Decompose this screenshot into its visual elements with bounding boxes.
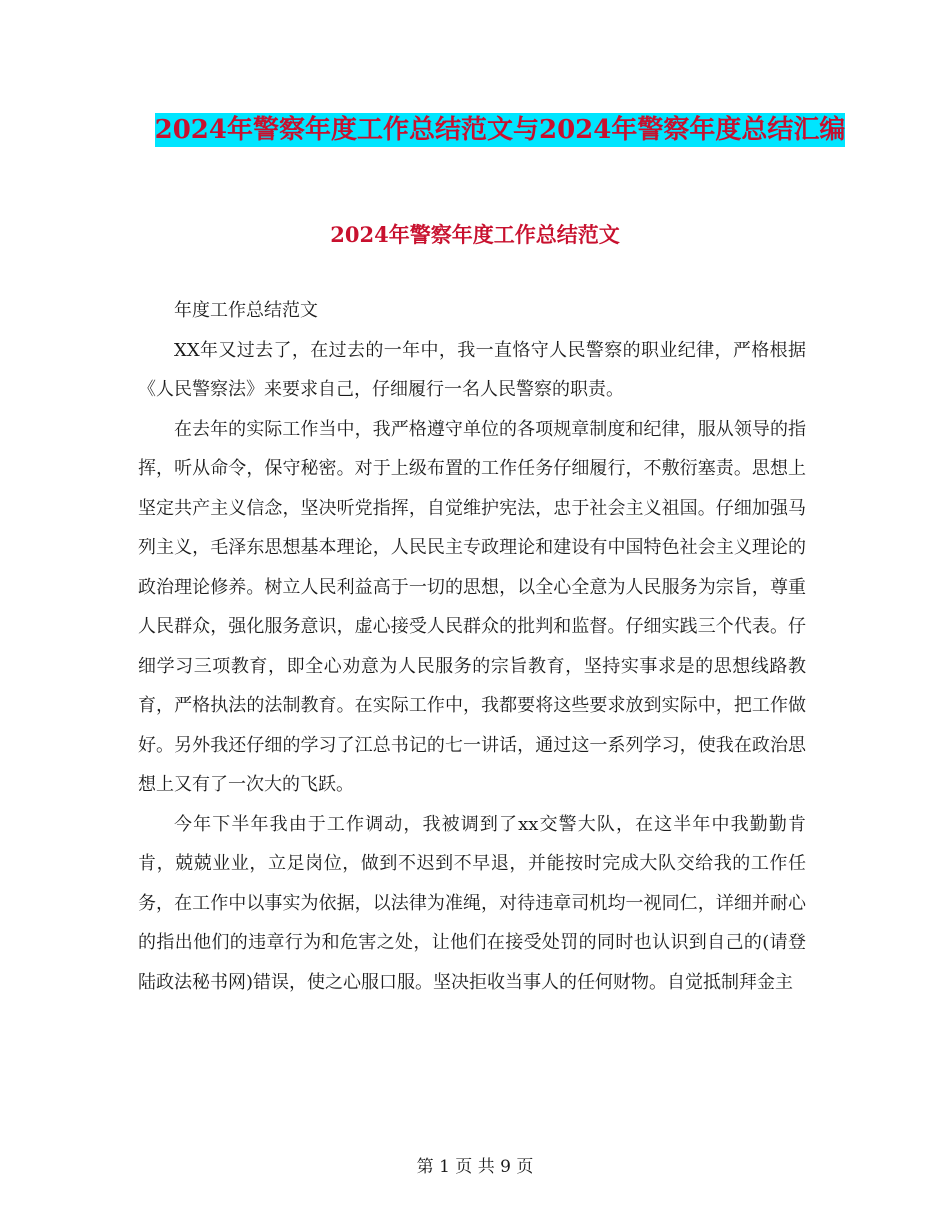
paragraph: 今年下半年我由于工作调动，我被调到了xx交警大队，在这半年中我勤勤肯肯，兢兢业业，立足岗位，做到不迟到不早退，并能按时完成大队交给我的工作任务，在工作中以事实为依据，以法律为准绳，对待违章司机均一视同仁，详细并耐心的指出他们的违章行为和危害之处，让他们在接受处罚的同时也认识到自己的(请登陆政法秘书网)错误，使之心服口服。坚决拒收当事人的任何财物。自觉抵制拜金主: [138, 813, 806, 993]
section-title: 2024年警察年度工作总结范文: [330, 222, 620, 247]
paragraph: XX年又过去了，在过去的一年中，我一直恪守人民警察的职业纪律，严格根据《人民警察法》来要求自己，仔细履行一名人民警察的职责。: [138, 339, 806, 400]
page-number-footer: 第 1 页 共 9 页: [416, 1157, 534, 1177]
document-title-text: 2024年警察年度工作总结范文与2024年警察年度总结汇编: [154, 115, 846, 145]
document-body: [138, 291, 806, 1002]
paragraph: 年度工作总结范文: [174, 300, 318, 321]
paragraph: 在去年的实际工作当中，我严格遵守单位的各项规章制度和纪律，服从领导的指挥，听从命令，保守秘密。对于上级布置的工作任务仔细履行，不敷衍塞责。思想上坚定共产主义信念，坚决听党指挥，自觉维护宪法，忠于社会主义祖国。仔细加强马列主义，毛泽东思想基本理论，人民民主专政理论和建设有中国特色社会主义理论的政治理论修养。树立人民利益高于一切的思想，以全心全意为人民服务为宗旨，尊重人民群众，强化服务意识，虚心接受人民群众的批判和监督。仔细实践三个代表。仔细学习三项教育，即全心劝意为人民服务的宗旨教育，坚持实事求是的思想线路教育，严格执法的法制教育。在实际工作中，我都要将这些要求放到实际中，把工作做好。另外我还仔细的学习了江总书记的七一讲话，通过这一系列学习，使我在政治思想上又有了一次大的飞跃。: [138, 418, 806, 795]
document-title: [140, 108, 860, 152]
